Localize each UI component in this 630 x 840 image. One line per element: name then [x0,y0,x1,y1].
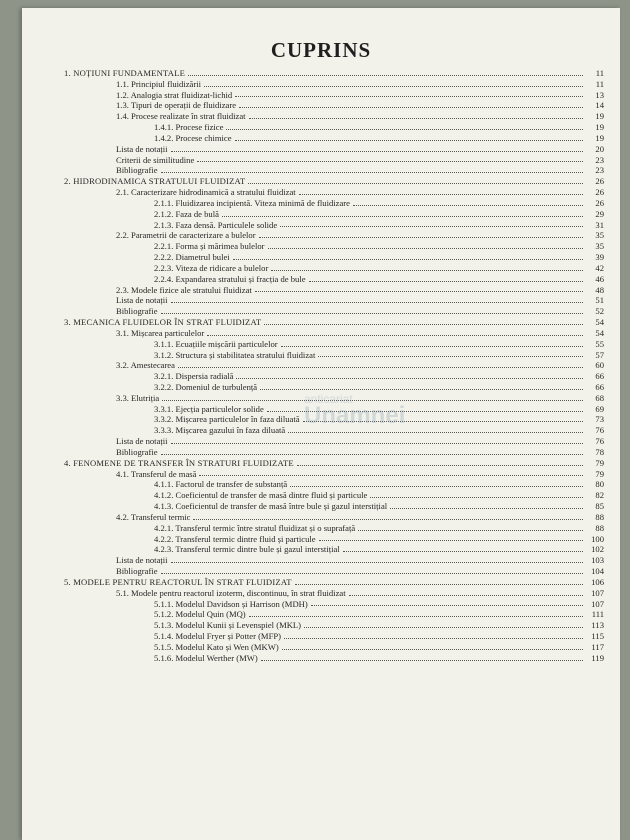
toc-entry-title: 5.1.3. Modelul Kunii și Levenspiel (MKL) [154,620,302,631]
toc-entry-title: 2.1. Caracterizare hidrodinamică a stratului fluidizat [116,187,296,198]
toc-entry-page: 76 [595,436,604,447]
toc-entry [64,642,604,653]
toc-entry-page: 19 [595,111,604,122]
toc-entry [64,328,604,339]
dot-leader [264,323,583,325]
toc-entry-title: 3. MECANICA FLUIDELOR ÎN STRAT FLUIDIZAT [64,317,262,328]
toc-entry-title: 5.1.2. Modelul Quin (MQ) [154,609,246,620]
toc-entry-title: 4.1.3. Coeficientul de transfer de masă între bule și gazul interstițial [154,501,388,512]
toc-entry [64,436,604,447]
toc-entry-page: 54 [595,317,604,328]
toc-entry-page: 19 [595,122,604,133]
dot-leader [282,648,583,650]
toc-entry-title: 2. HIDRODINAMICA STRATULUI FLUIDIZAT [64,176,246,187]
dot-leader [353,204,583,206]
toc-entry-title: 4.1. Transferul de masă [116,468,197,479]
toc-entry [64,631,604,642]
toc-entry-title: 2.1.2. Faza de bulă [154,208,219,219]
toc-entry [64,620,604,631]
toc-entry-title: 4.1.2. Coeficientul de transfer de masă dintre fluid și particule [154,490,368,501]
toc-entry [64,155,604,166]
dot-leader [260,388,583,390]
toc-entry-title: 2.2.1. Forma și mărimea bulelor [154,241,265,252]
toc-entry-title: 5. MODELE PENTRU REACTORUL ÎN STRAT FLUIDIZAT [64,576,292,587]
dot-leader [161,171,583,173]
toc-entry-page: 107 [591,587,604,598]
toc-entry [64,90,604,101]
toc-entry-title: Bibliografie [116,566,158,577]
dot-leader [249,117,583,119]
toc-entry-title: 4.2.1. Transferul termic între stratul fluidizat și o suprafață [154,522,356,533]
toc-entry-title: Bibliografie [116,306,158,317]
toc-entry-page: 60 [595,360,604,371]
toc-entry-title: 5.1.6. Modelul Werther (MW) [154,652,258,663]
dot-leader [249,615,583,617]
toc-entry [64,274,604,285]
toc-entry-title: 5.1. Modele pentru reactorul izoterm, discontinuu, în strat fluidizat [116,587,346,598]
toc-entry-page: 29 [595,208,604,219]
toc-entry-title: 1.4.1. Procese fizice [154,122,224,133]
toc-entry-title: 3.1.2. Structura și stabilitatea stratului fluidizat [154,349,316,360]
toc-entry [64,458,604,469]
toc-entry-page: 85 [595,501,604,512]
dot-leader [199,474,583,476]
dot-leader [390,507,583,509]
toc-entry [64,523,604,534]
dot-leader [236,377,583,379]
toc-entry-title: 5.1.4. Modelul Fryer și Potter (MFP) [154,631,281,642]
toc-entry [64,350,604,361]
toc-entry-page: 76 [595,425,604,436]
toc-entry-title: Lista de notații [116,143,168,154]
dot-leader [311,604,583,606]
toc-entry-title: 4.2.2. Transferul termic dintre fluid și particule [154,533,316,544]
toc-entry [64,653,604,664]
toc-entry-title: 1.4. Procese realizate în strat fluidizat [116,111,246,122]
dot-leader [319,539,583,541]
toc-entry [64,479,604,490]
toc-entry [64,263,604,274]
toc-entry-page: 11 [595,78,604,89]
toc-entry-page: 106 [591,576,604,587]
dot-leader [299,193,583,195]
toc-entry-page: 46 [595,273,604,284]
toc-entry-title: 4.2. Transferul termic [116,511,191,522]
dot-leader [178,366,583,368]
dot-leader [171,301,583,303]
toc-entry [64,198,604,209]
toc-entry-page: 80 [595,479,604,490]
toc-entry-title: 4. FENOMENE DE TRANSFER ÎN STRATURI FLUIDIZATE [64,457,294,468]
toc-entry-title: 3.3.3. Mișcarea gazului în faza diluată [154,425,286,436]
dot-leader [161,453,583,455]
toc-entry-page: 23 [595,165,604,176]
toc-entry-title: 2.2.3. Viteza de ridicare a bulelor [154,262,269,273]
toc-entry [64,79,604,90]
dot-leader [222,215,583,217]
dot-leader [188,74,583,76]
toc-entry [64,447,604,458]
toc-entry [64,534,604,545]
dot-leader [235,139,583,141]
toc-entry [64,339,604,350]
toc-entry [64,599,604,610]
toc-entry-page: 26 [595,197,604,208]
toc-entry [64,469,604,480]
toc-entry-title: Bibliografie [116,165,158,176]
dot-leader [197,160,583,162]
toc-entry-page: 55 [595,338,604,349]
toc-entry-page: 35 [595,241,604,252]
toc-entry-title: 2.1.3. Faza densă. Particulele solide [154,219,278,230]
toc-entry [64,220,604,231]
toc-entry-page: 39 [595,252,604,263]
toc-entry-page: 42 [595,262,604,273]
toc-entry-page: 73 [595,414,604,425]
watermark-line1: anticariat [304,392,353,406]
toc-entry-title: 1.1. Principiul fluidizării [116,78,201,89]
dot-leader [370,496,583,498]
dot-leader [343,550,583,552]
toc-entry [64,230,604,241]
toc-entry [64,165,604,176]
toc-entry-page: 26 [595,176,604,187]
toc-entry [64,68,604,79]
toc-entry-page: 113 [591,620,604,631]
toc-entry-title: 5.1.1. Modelul Davidson și Harrison (MDH) [154,598,308,609]
toc-entry-title: 1. NOȚIUNI FUNDAMENTALE [64,67,186,78]
dot-leader [281,345,583,347]
dot-leader [271,269,583,271]
toc-entry-page: 68 [595,392,604,403]
toc-entry-title: 3.1. Mișcarea particulelor [116,327,205,338]
toc-entry [64,555,604,566]
toc-entry-page: 69 [595,403,604,414]
toc-entry-title: 2.2.4. Expandarea stratului și fracția de bule [154,273,306,284]
toc-entry [64,295,604,306]
dot-leader [204,85,583,87]
dot-leader [290,485,583,487]
toc-entry-title: 1.3. Tipuri de operații de fluidizare [116,100,237,111]
dot-leader [288,431,583,433]
toc-entry [64,306,604,317]
toc-entry-page: 13 [595,89,604,100]
toc-entry-page: 102 [591,544,604,555]
watermark-logo [304,392,405,430]
toc-entry-title: 4.2.3. Transferul termic dintre bule și gazul interstițial [154,544,340,555]
toc-entry-title: Lista de notații [116,295,168,306]
dot-leader [161,572,583,574]
dot-leader [171,442,583,444]
dot-leader [171,150,583,152]
toc-entry-page: 66 [595,371,604,382]
dot-leader [171,561,583,563]
toc-entry-title: Lista de notații [116,555,168,566]
toc-entry-title: Criterii de similitudine [116,154,195,165]
dot-leader [309,280,583,282]
toc-entry-title: 5.1.5. Modelul Kato și Wen (MKW) [154,641,279,652]
dot-leader [255,290,583,292]
toc-entry-page: 66 [595,382,604,392]
toc-entry-page: 20 [595,143,604,154]
toc-entry [64,111,604,122]
dot-leader [349,594,583,596]
toc-entry-page: 117 [591,641,604,652]
toc-entry-title: 1.2. Analogia strat fluidizat-lichid [116,89,233,100]
dot-leader [295,583,583,585]
dot-leader [318,355,583,357]
toc-entry [64,588,604,599]
dot-leader [193,518,583,520]
toc-entry-title: 2.3. Modele fizice ale stratului fluidizat [116,284,252,295]
toc-entry-title: 3.1.1. Ecuațiile mișcării particulelor [154,338,278,349]
toc-entry [64,566,604,577]
toc-entry-page: 11 [595,67,604,78]
dot-leader [304,626,583,628]
table-of-contents [64,68,604,664]
toc-entry-title: 3.3.1. Ejecția particulelor solide [154,403,264,414]
toc-entry-title: 2.2.2. Diametrul bulei [154,252,230,263]
dot-leader [358,529,583,531]
page-title: CUPRINS [270,38,372,62]
toc-entry-page: 78 [595,446,604,457]
toc-entry [64,241,604,252]
toc-entry [64,360,604,371]
toc-entry-page: 88 [595,511,604,522]
toc-entry-page: 23 [595,154,604,165]
toc-entry-page: 119 [591,652,604,663]
toc-entry [64,501,604,512]
toc-entry [64,609,604,620]
toc-entry [64,252,604,263]
toc-entry-page: 111 [591,609,604,620]
toc-entry [64,133,604,144]
toc-entry-page: 54 [595,327,604,338]
toc-entry-page: 35 [595,230,604,241]
toc-entry-page: 115 [591,631,604,642]
dot-leader [239,106,583,108]
toc-entry-title: 3.3. Elutriția [116,392,160,403]
toc-entry-page: 104 [591,566,604,577]
dot-leader [235,95,583,97]
toc-entry-title: 1.4.2. Procese chimice [154,132,232,143]
dot-leader [284,637,583,639]
toc-entry [64,100,604,111]
toc-entry-title: Lista de notații [116,436,168,447]
toc-entry [64,544,604,555]
toc-entry-page: 103 [591,555,604,566]
dot-leader [297,464,583,466]
toc-entry-page: 51 [595,295,604,306]
toc-entry-title: 3.2.1. Dispersia radială [154,371,234,382]
toc-entry-page: 88 [595,522,604,533]
toc-entry-page: 52 [595,306,604,317]
toc-entry [64,371,604,382]
toc-entry-page: 48 [595,284,604,295]
toc-entry-title: 2.2. Parametrii de caracterizare a bulelor [116,230,256,241]
dot-leader [280,225,583,227]
toc-entry-page: 57 [595,349,604,360]
toc-entry [64,317,604,328]
toc-entry-page: 79 [595,457,604,468]
toc-entry-title: 3.3.2. Mișcarea particulelor în faza diluată [154,414,300,425]
toc-entry [64,285,604,296]
toc-entry-page: 14 [595,100,604,111]
dot-leader [261,659,583,661]
toc-entry-page: 107 [591,598,604,609]
toc-entry [64,122,604,133]
toc-entry-title: Bibliografie [116,446,158,457]
toc-entry-page: 19 [595,132,604,143]
dot-leader [233,258,583,260]
toc-entry-title: 3.2.2. Domeniul de turbulență [154,382,258,392]
toc-entry [64,512,604,523]
toc-entry [64,577,604,588]
toc-entry-page: 82 [595,490,604,501]
dot-leader [161,312,583,314]
dot-leader [226,128,583,130]
toc-entry [64,176,604,187]
toc-entry-title: 4.1.1. Factorul de transfer de substanță [154,479,288,490]
dot-leader [248,182,583,184]
dot-leader [259,236,583,238]
toc-entry-title: 3.2. Amestecarea [116,360,175,371]
toc-entry [64,209,604,220]
toc-entry [64,490,604,501]
watermark-line2: Unamnei [304,402,406,429]
toc-entry [64,144,604,155]
book-page [22,8,620,840]
toc-entry-page: 100 [591,533,604,544]
toc-entry-page: 79 [595,468,604,479]
toc-entry-title: 2.1.1. Fluidizarea incipientă. Viteza minimă de fluidizare [154,197,350,208]
toc-entry [64,187,604,198]
dot-leader [268,247,583,249]
dot-leader [207,334,583,336]
toc-entry-page: 26 [595,187,604,198]
toc-entry-page: 31 [595,219,604,230]
